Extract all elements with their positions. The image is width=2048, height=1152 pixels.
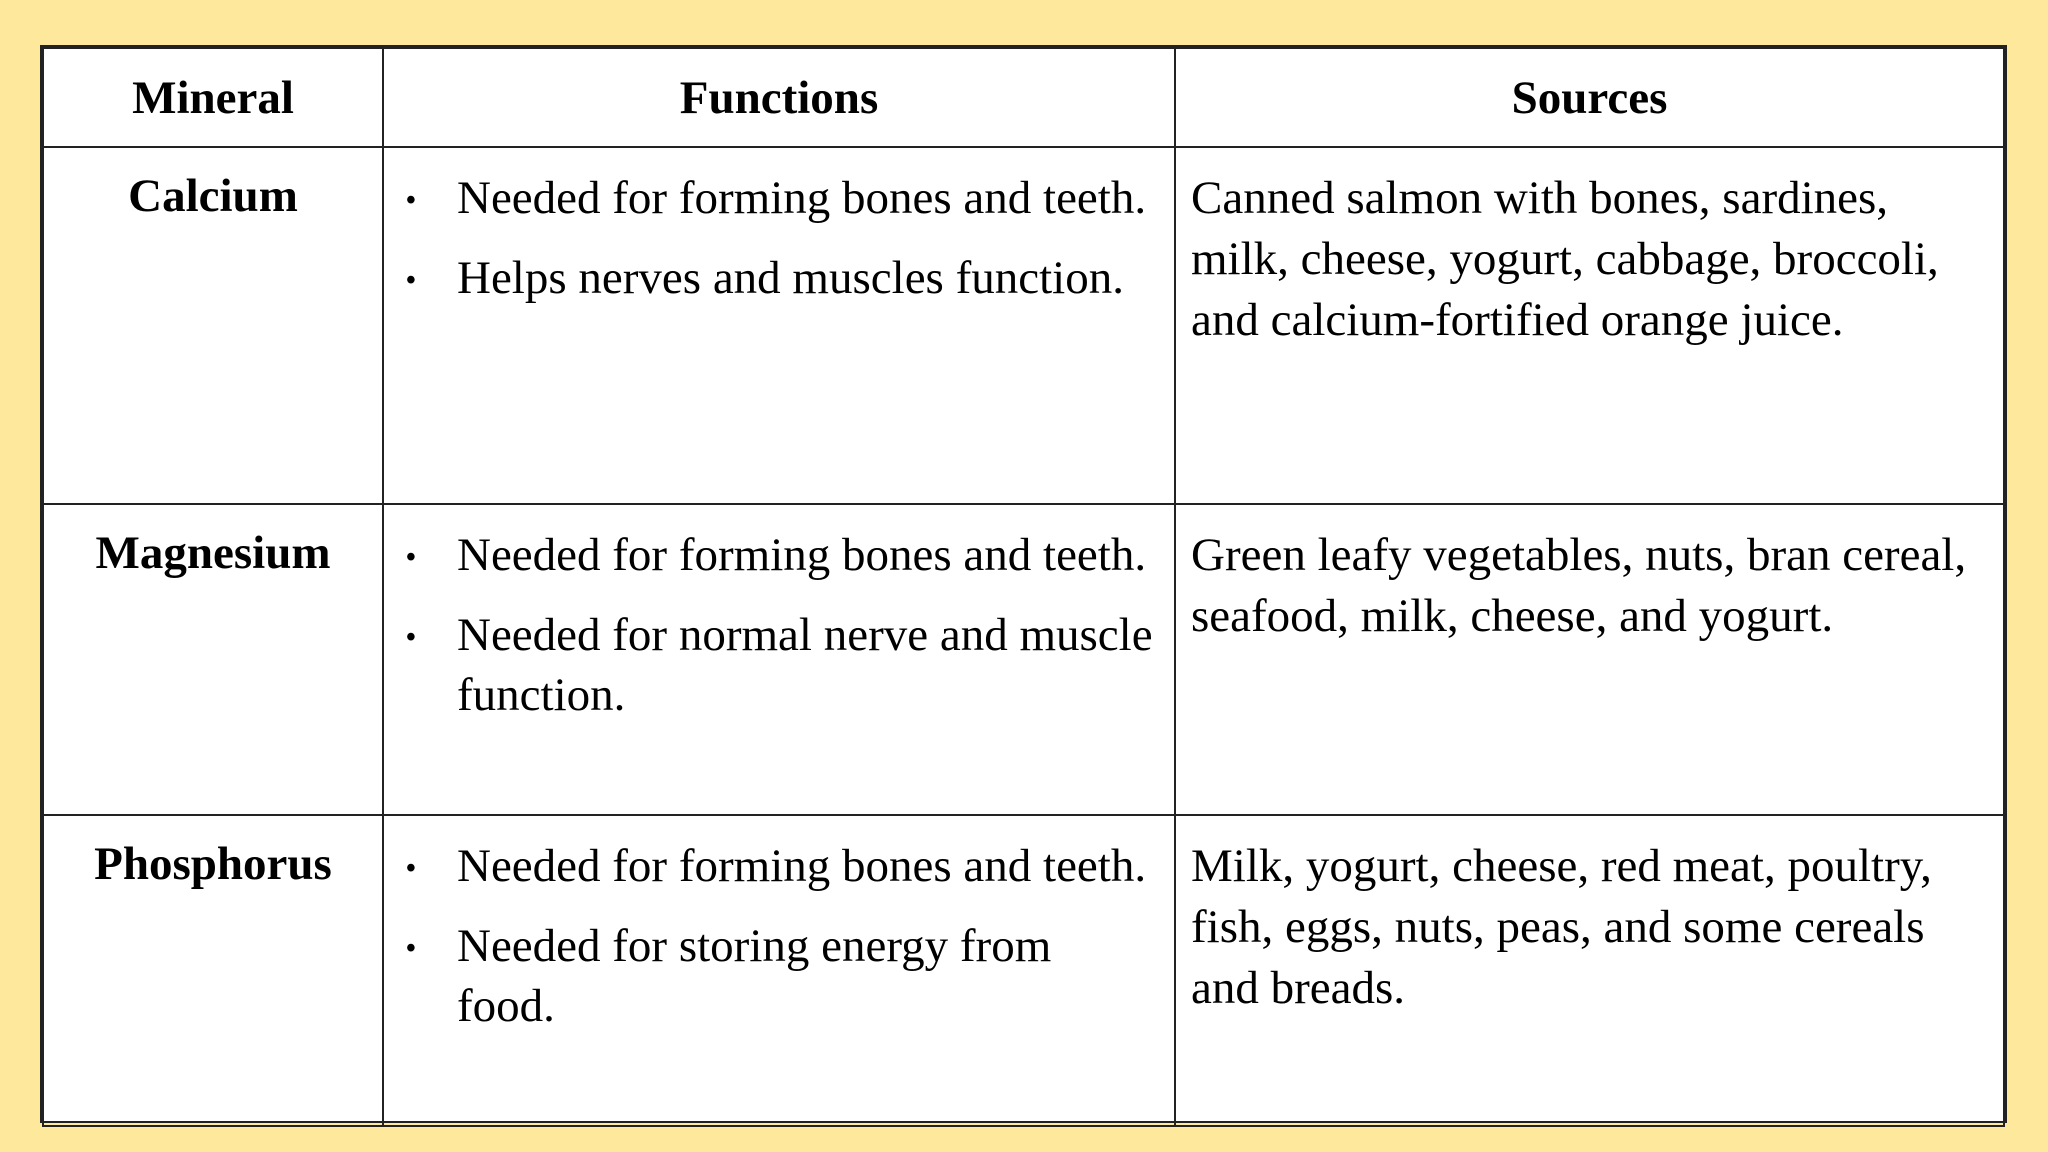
functions-cell [383,504,1175,815]
bullet-icon: • [406,542,416,573]
minerals-table-container [40,45,2007,1123]
table-row [43,504,2004,815]
mineral-name: Calcium [43,147,383,504]
functions-list [394,836,1154,1036]
list-item [394,168,1154,228]
function-text: Needed for normal nerve and muscle function. [457,609,1153,721]
functions-cell [383,147,1175,504]
function-text: Needed for storing energy from food. [457,920,1052,1032]
list-item [394,916,1154,1036]
sources-cell: Milk, yogurt, cheese, red meat, poultry, fish, eggs, nuts, peas, and some cereals and breads. [1175,815,2004,1126]
bullet-icon: • [406,265,416,296]
list-item [394,836,1154,896]
function-text: Helps nerves and muscles function. [457,252,1124,304]
functions-list [394,525,1154,725]
bullet-icon: • [406,622,416,653]
sources-cell: Canned salmon with bones, sardines, milk, cheese, yogurt, cabbage, broccoli, and calcium-fortified orange juice. [1175,147,2004,504]
function-text: Needed for forming bones and teeth. [457,840,1147,892]
mineral-name: Phosphorus [43,815,383,1126]
table-row [43,815,2004,1126]
mineral-name: Magnesium [43,504,383,815]
function-text: Needed for forming bones and teeth. [457,529,1147,581]
header-sources: Sources [1175,48,2004,147]
list-item [394,525,1154,585]
functions-cell [383,815,1175,1126]
bullet-icon: • [406,933,416,964]
table-row [43,147,2004,504]
functions-list [394,168,1154,308]
function-text: Needed for forming bones and teeth. [457,172,1147,224]
minerals-table [42,47,2005,1127]
sources-cell: Green leafy vegetables, nuts, bran cereal, seafood, milk, cheese, and yogurt. [1175,504,2004,815]
header-row [43,48,2004,147]
header-mineral: Mineral [43,48,383,147]
list-item [394,248,1154,308]
bullet-icon: • [406,853,416,884]
header-functions: Functions [383,48,1175,147]
list-item [394,605,1154,725]
bullet-icon: • [406,185,416,216]
